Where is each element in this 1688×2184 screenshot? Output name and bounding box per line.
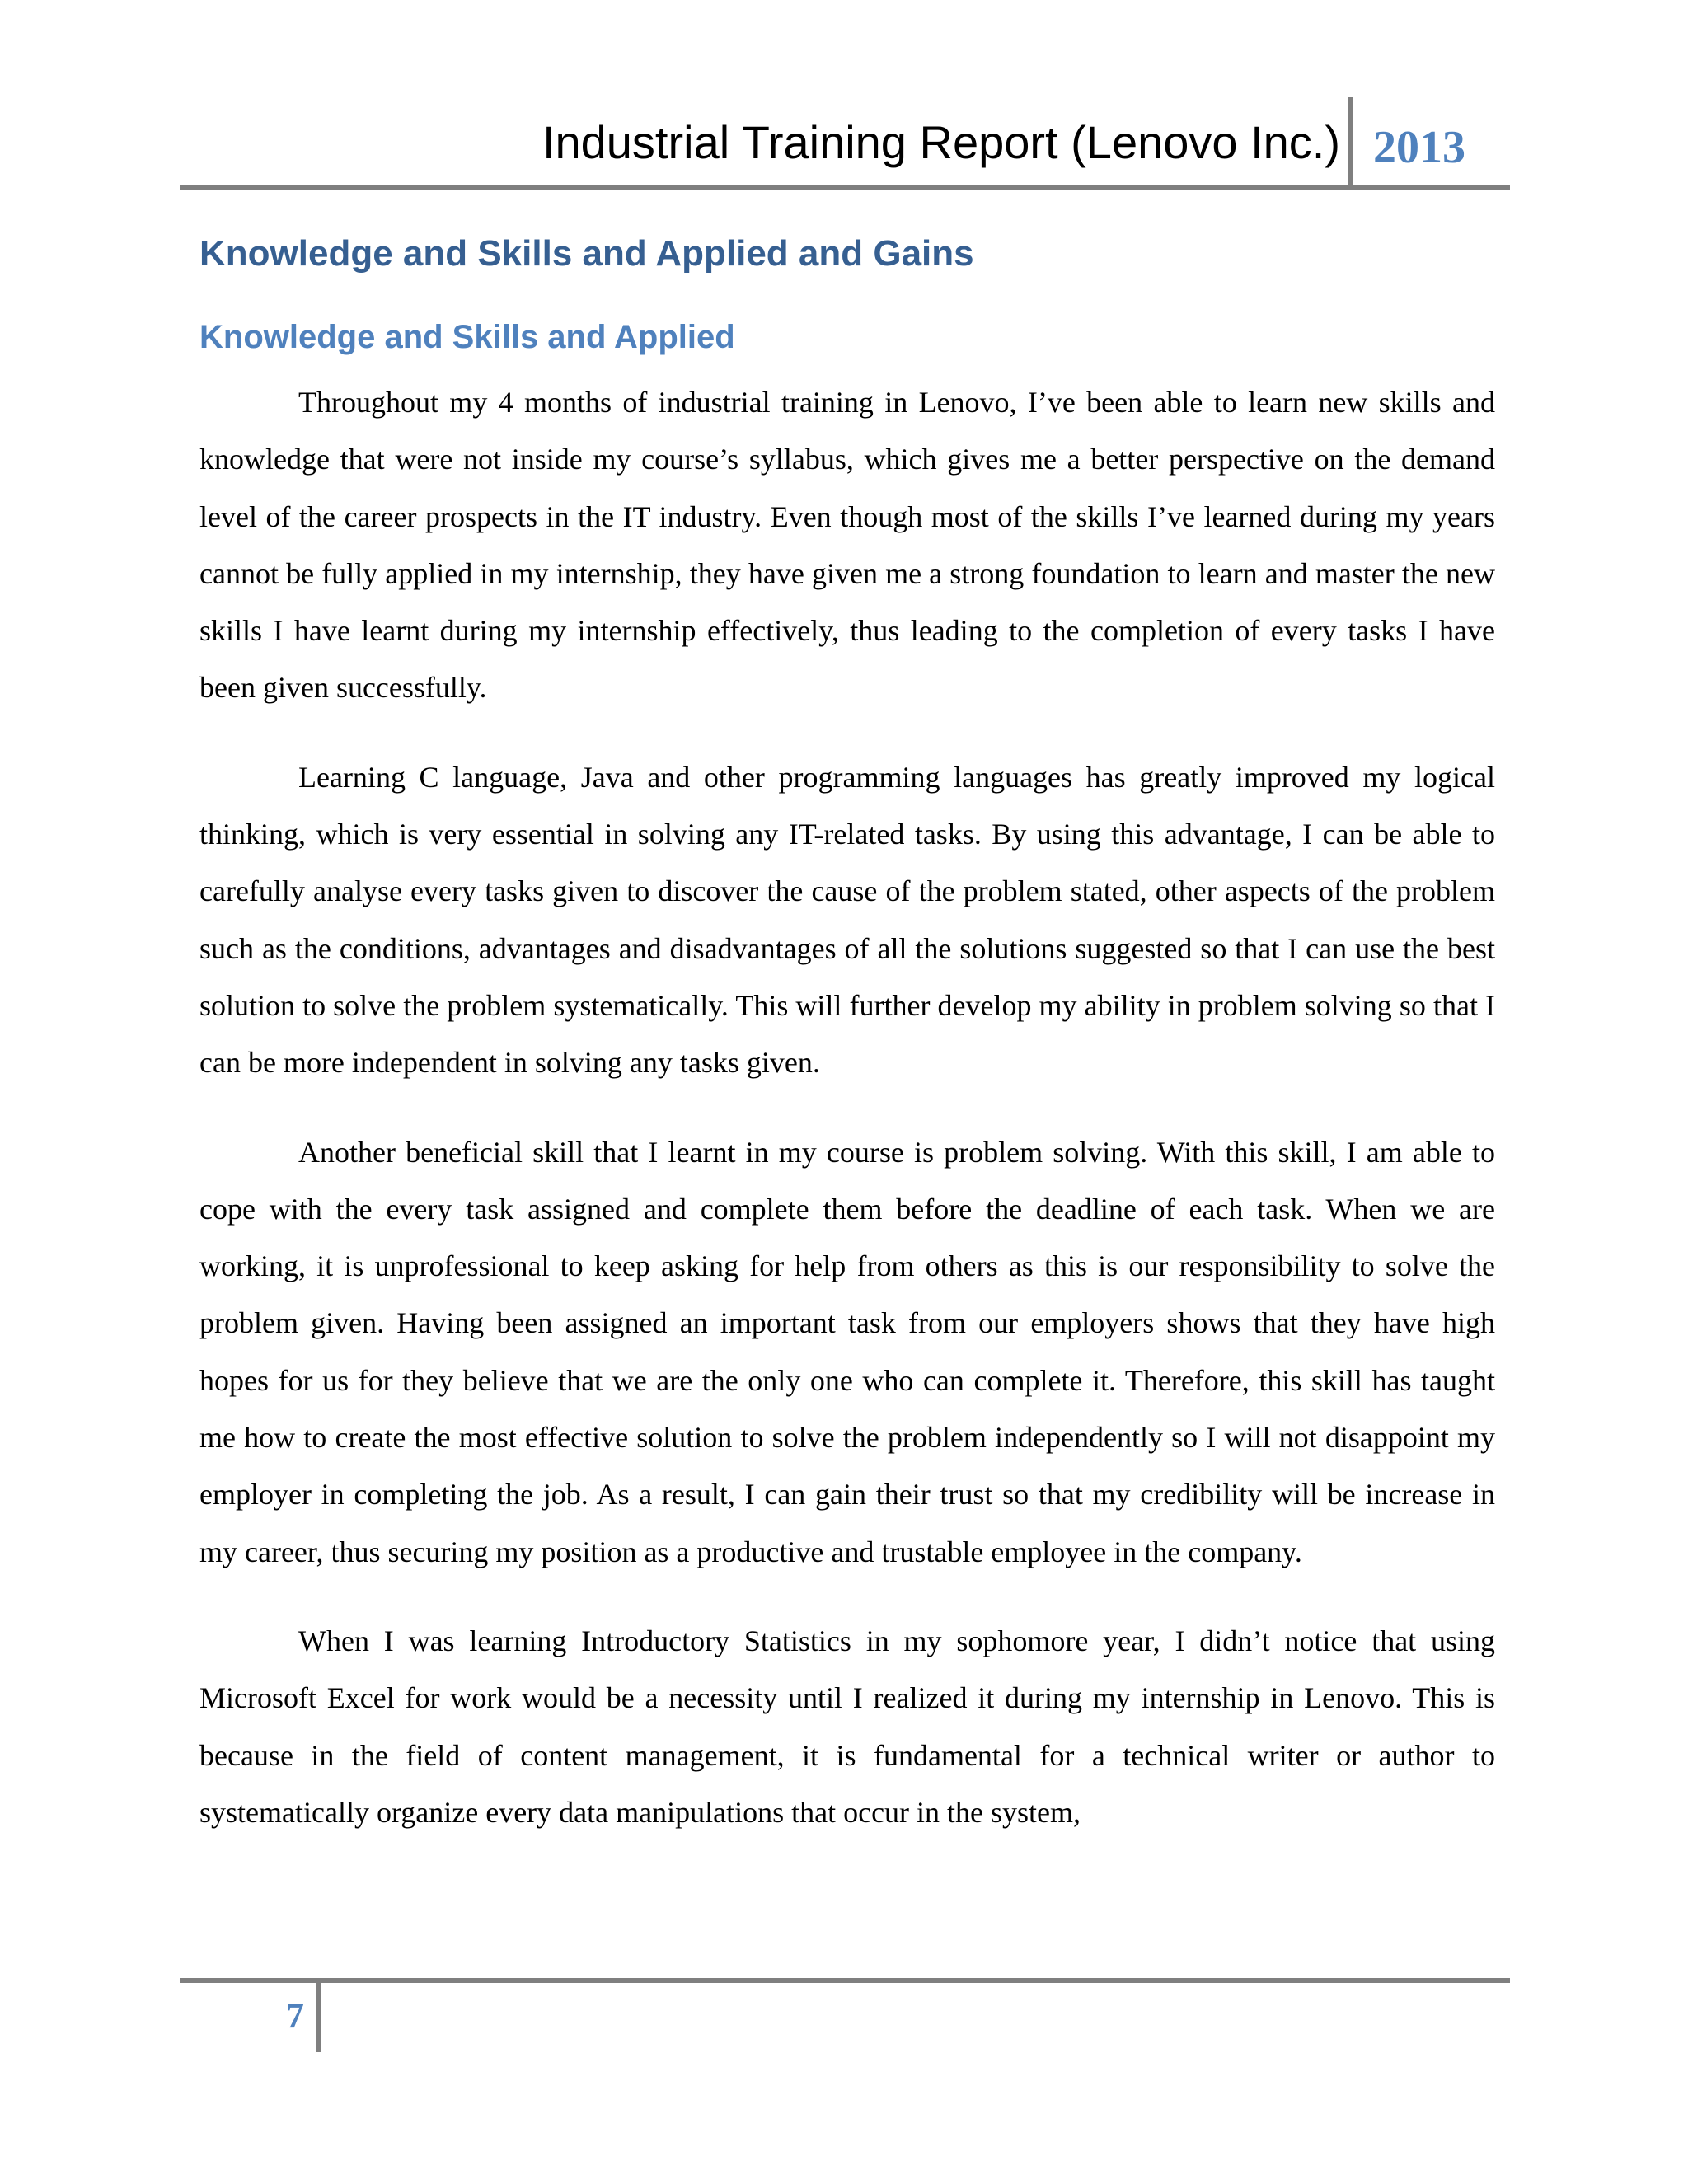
paragraph-1: Throughout my 4 months of industrial training in Lenovo, I’ve been able to learn new skills and knowledge that were not inside my course’s syllabus, which gives me a better perspective on the demand level of the career prospects in the IT industry. Even though most of the skills I’ve learned during my years cannot be fully applied in my internship, they have given me a strong foundation to learn and master the new skills I have learnt during my internship effectively, thus leading to the completion of every tasks I have been given successfully. <box>199 386 1495 705</box>
subsection-heading: Knowledge and Skills and Applied <box>199 319 735 355</box>
section-heading: Knowledge and Skills and Applied and Gains <box>199 233 974 274</box>
page-header <box>180 97 1510 190</box>
footer-rule <box>180 1978 1510 1983</box>
header-divider <box>1348 97 1353 185</box>
paragraph-4: When I was learning Introductory Statistics in my sophomore year, I didn’t notice that using Microsoft Excel for work would be a necessity until I realized it during my internship in Lenovo. This is because in the field of content management, it is fundamental for a technical writer or author to systematically organize every data manipulations that occur in the system, <box>199 1624 1495 1829</box>
footer-divider <box>316 1983 321 2052</box>
header-rule <box>180 185 1510 190</box>
page-content <box>199 219 1495 1873</box>
report-year: 2013 <box>1373 122 1465 173</box>
paragraph-2: Learning C language, Java and other programming languages has greatly improved my logical thinking, which is very essential in solving any IT-related tasks. By using this advantage, I can be able to carefully analyse every tasks given to discover the cause of the problem stated, other aspects of the problem such as the conditions, advantages and disadvantages of all the solutions suggested so that I can use the best solution to solve the problem systematically. This will further develop my ability in problem solving so that I can be more independent in solving any tasks given. <box>199 760 1495 1080</box>
report-title: Industrial Training Report (Lenovo Inc.) <box>542 116 1340 168</box>
page-number: 7 <box>286 1995 304 2036</box>
paragraph-3: Another beneficial skill that I learnt in my course is problem solving. With this skill, I am able to cope with the every task assigned and complete them before the deadline of each task. When we are working, it is unprofessional to keep asking for help from others as this is our responsibility to solve the problem given. Having been assigned an important task from our employers shows that they have high hopes for us for they believe that we are the only one who can complete it. Therefore, this skill has taught me how to create the most effective solution to solve the problem independently so I will not disappoint my employer in completing the job. As a result, I can gain their trust so that my credibility will be increase in my career, thus securing my position as a productive and trustable employee in the company. <box>199 1135 1495 1568</box>
